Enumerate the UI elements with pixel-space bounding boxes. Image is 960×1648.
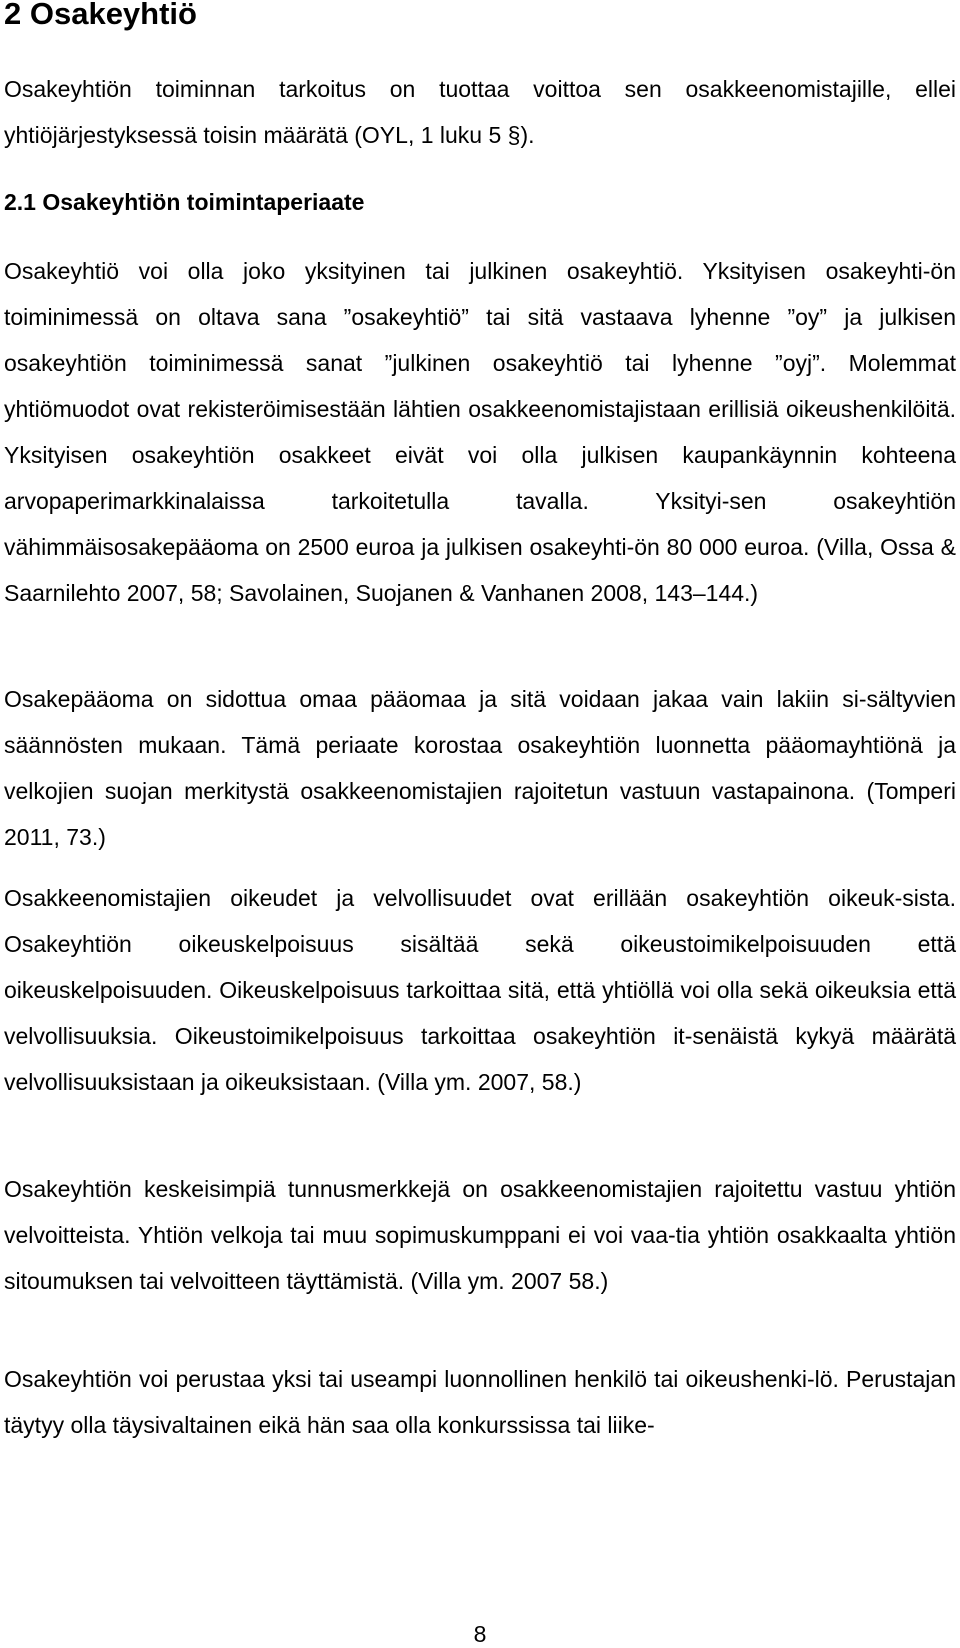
- paragraph-rights-obligations: Osakkeenomistajien oikeudet ja velvollisuudet ovat erillään osakeyhtiön oikeuk-sista. Osakeyhtiön oikeuskelpoisuus sisältää sekä oikeustoimikelpoisuuden että oikeuskelpoisuuden. Oikeuskelpoisuus tarkoittaa sitä, että yhtiöllä voi olla sekä oikeuksia että velvollisuuksia. Oikeustoimikelpoisuus tarkoittaa osakeyhtiön it-senäistä kykyä määrätä velvollisuuksistaan ja oikeuksistaan. (Villa ym. 2007, 58.): [4, 885, 956, 1095]
- paragraph-founders: Osakeyhtiön voi perustaa yksi tai useampi luonnollinen henkilö tai oikeushenki-lö. Perustajan täytyy olla täysivaltainen eikä hän saa olla konkurssissa tai liike-: [4, 1366, 956, 1438]
- intro-paragraph: Osakeyhtiön toiminnan tarkoitus on tuottaa voittoa sen osakkeenomistajille, ellei yhtiöjärjestyksessä toisin määrätä (OYL, 1 luku 5 §).: [4, 76, 956, 148]
- paragraph-company-types: Osakeyhtiö voi olla joko yksityinen tai julkinen osakeyhtiö. Yksityisen osakeyhti-ön toiminimessä on oltava sana ”osakeyhtiö” tai sitä vastaava lyhenne ”oy” ja julkisen osakeyhtiön toiminimessä sanat ”julkinen osakeyhtiö tai lyhenne ”oyj”. Molemmat yhtiömuodot ovat rekisteröimisestään lähtien osakkeenomistajistaan erillisiä oikeushenkilöitä. Yksityisen osakeyhtiön osakkeet eivät voi olla julkisen kaupankäynnin kohteena arvopaperimarkkinalaissa tarkoitetulla tavalla. Yksityi-sen osakeyhtiön vähimmäisosakepääoma on 2500 euroa ja julkisen osakeyhti-ön 80 000 euroa. (Villa, Ossa & Saarnilehto 2007, 58; Savolainen, Suojanen & Vanhanen 2008, 143–144.): [4, 258, 956, 606]
- paragraph-share-capital: Osakepääoma on sidottua omaa pääomaa ja sitä voidaan jakaa vain lakiin si-sältyvien säännösten mukaan. Tämä periaate korostaa osakeyhtiön luonnetta pääomayhtiönä ja velkojien suojan merkitystä osakkeenomistajien rajoitetun vastuun vastapainona. (Tomperi 2011, 73.): [4, 686, 956, 850]
- page-number: 8: [473, 1621, 487, 1647]
- section-heading: 2 Osakeyhtiö: [4, 0, 197, 31]
- subsection-heading: 2.1 Osakeyhtiön toimintaperiaate: [4, 189, 365, 215]
- paragraph-limited-liability: Osakeyhtiön keskeisimpiä tunnusmerkkejä on osakkeenomistajien rajoitettu vastuu yhtiön velvoitteista. Yhtiön velkoja tai muu sopimuskumppani ei voi vaa-tia yhtiön osakkaalta yhtiön sitoumuksen tai velvoitteen täyttämistä. (Villa ym. 2007 58.): [4, 1176, 956, 1294]
